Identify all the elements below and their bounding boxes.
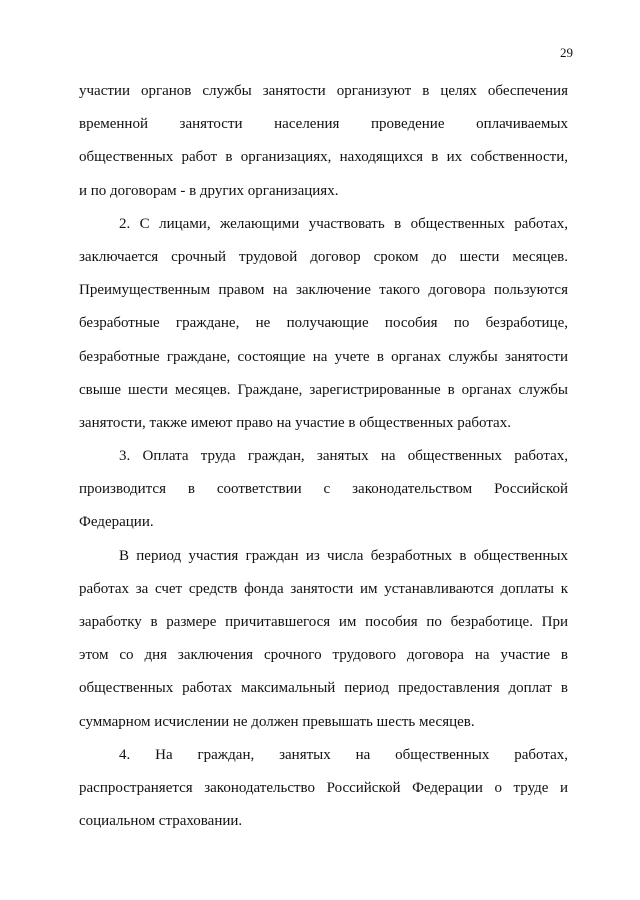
text-line: заработку в размере причитавшегося им пособия по безработице. При bbox=[79, 614, 568, 630]
text-line: безработные граждане, состоящие на учете в органах службы занятости bbox=[79, 348, 568, 365]
text-line: участии органов службы занятости организуют в целях обеспечения bbox=[79, 83, 568, 99]
text-line: общественных работах максимальный период предоставления доплат в bbox=[79, 680, 568, 697]
text-line: социальном страховании. bbox=[79, 813, 243, 830]
text-line: этом со дня заключения срочного трудового договора на участие в bbox=[79, 647, 568, 664]
text-line: В период участия граждан из числа безработных в общественных bbox=[119, 547, 568, 564]
text-line: производится в соответствии с законодательством Российской bbox=[79, 481, 568, 498]
text-line: работах за счет средств фонда занятости им устанавливаются доплаты к bbox=[79, 580, 568, 597]
text-line: свыше шести месяцев. Граждане, зарегистрированные в органах службы bbox=[79, 381, 568, 398]
text-line: 2. С лицами, желающими участвовать в общественных работах, bbox=[119, 215, 568, 232]
text-line: Преимущественным правом на заключение такого договора пользуются bbox=[79, 282, 568, 299]
text-line: безработные граждане, не получающие пособия по безработице, bbox=[79, 315, 568, 332]
text-line: общественных работ в организациях, находящихся в их собственности, bbox=[79, 149, 568, 166]
document-body bbox=[79, 80, 568, 843]
text-line: занятости, также имеют право на участие в общественных работах. bbox=[79, 414, 511, 431]
text-line: распространяется законодательство Российской Федерации о труде и bbox=[79, 779, 568, 796]
text-line: 3. Оплата труда граждан, занятых на общественных работах, bbox=[119, 448, 568, 465]
text-line: заключается срочный трудовой договор сроком до шести месяцев. bbox=[79, 248, 568, 265]
text-line: 4. На граждан, занятых на общественных работах, bbox=[119, 746, 568, 763]
page-number: 29 bbox=[560, 45, 573, 60]
text-line: временной занятости населения проведение оплачиваемых bbox=[79, 116, 568, 133]
text-line: и по договорам - в других организациях. bbox=[79, 182, 339, 199]
text-line: Федерации. bbox=[79, 514, 154, 531]
text-line: суммарном исчислении не должен превышать шесть месяцев. bbox=[79, 713, 475, 730]
